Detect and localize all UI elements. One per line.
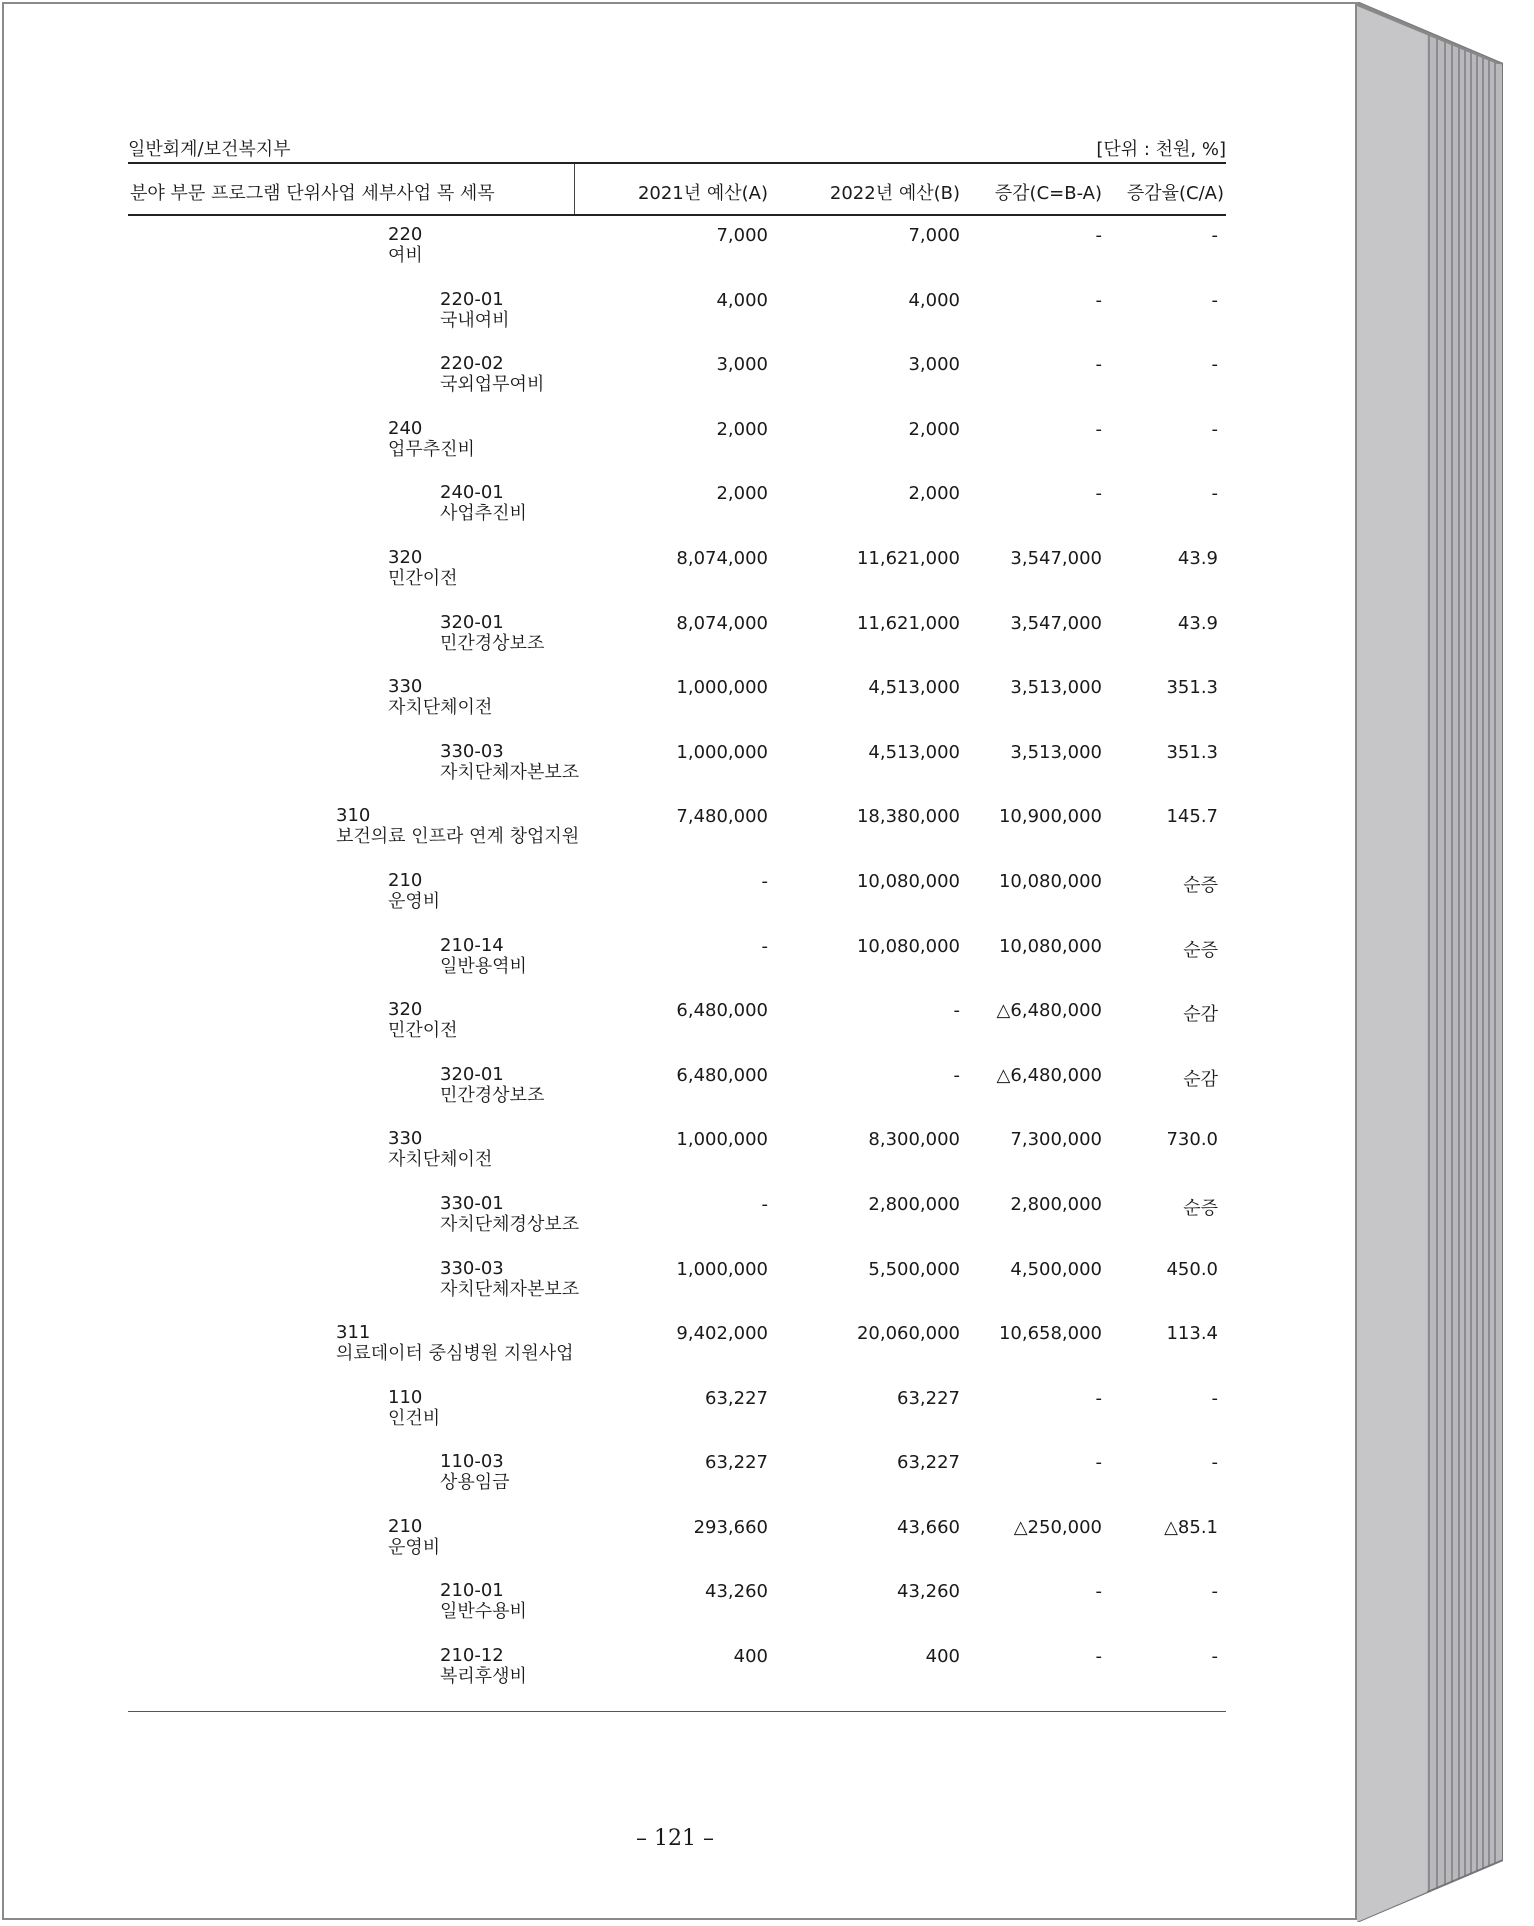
table-row (128, 991, 1226, 1056)
book-page-edges (1357, 2, 1503, 1922)
row-item-name: 자치단체이전 (388, 1149, 493, 1171)
cell-budget-2022: 7,000 (908, 225, 960, 246)
cell-budget-2022: 2,000 (908, 483, 960, 505)
cell-budget-2021: 400 (733, 1646, 768, 1668)
cell-budget-2022: 10,080,000 (856, 935, 960, 957)
row-label (336, 1322, 574, 1364)
table-row (128, 1120, 1226, 1185)
cell-budget-2022: 18,380,000 (856, 806, 960, 828)
unit-label: [단위 : 천원, %] (1096, 139, 1226, 160)
cell-change: 10,080,000 (998, 870, 1102, 892)
table-row (128, 797, 1226, 862)
cell-change-rate: 351.3 (1166, 677, 1218, 699)
row-item-name: 일반용역비 (440, 955, 527, 977)
cell-change: △6,480,000 (996, 1064, 1102, 1086)
cell-change-rate: 순증 (1183, 874, 1218, 896)
cell-budget-2022: 63,227 (897, 1387, 960, 1409)
row-item-name: 자치단체자본보조 (440, 1278, 580, 1300)
cell-change-rate: - (1211, 1581, 1218, 1603)
cell-change: 10,900,000 (998, 806, 1102, 828)
budget-table-body (128, 216, 1226, 1702)
cell-budget-2021: 7,000 (716, 225, 768, 246)
cell-change-rate: 순감 (1183, 1068, 1218, 1090)
cell-change-rate: - (1211, 1387, 1218, 1409)
cell-budget-2021: 6,480,000 (676, 1000, 768, 1022)
cell-change: - (1095, 225, 1102, 246)
table-row (128, 345, 1226, 410)
row-code: 240 (388, 417, 423, 439)
cell-budget-2022: 10,080,000 (856, 870, 960, 892)
row-label (440, 353, 544, 395)
cell-change: - (1095, 418, 1102, 440)
row-code: 320-01 (440, 611, 504, 633)
table-row (128, 1443, 1226, 1508)
table-row (128, 1250, 1226, 1315)
row-code: 320 (388, 999, 423, 1021)
cell-budget-2021: - (761, 870, 768, 892)
col-change-rate: 증감율(C/A) (1126, 183, 1224, 204)
table-row (128, 281, 1226, 346)
table-column-header (128, 164, 1226, 214)
row-code: 210-12 (440, 1645, 504, 1667)
row-item-name: 민간경상보조 (440, 1084, 545, 1106)
cell-budget-2021: 9,402,000 (676, 1323, 768, 1345)
row-code: 110-03 (440, 1451, 504, 1473)
cell-change: 10,658,000 (998, 1323, 1102, 1345)
cell-budget-2022: 4,513,000 (868, 677, 960, 699)
row-item-name: 복리후생비 (440, 1666, 527, 1688)
cell-change: - (1095, 1646, 1102, 1668)
row-code: 330-03 (440, 1257, 504, 1279)
row-code: 320-01 (440, 1063, 504, 1085)
cell-budget-2021: 3,000 (716, 354, 768, 376)
cell-change-rate: 145.7 (1166, 806, 1218, 828)
row-code: 320 (388, 546, 423, 568)
row-label (388, 1387, 440, 1429)
row-label (388, 870, 440, 912)
cell-change: - (1095, 483, 1102, 505)
row-label (440, 1645, 527, 1687)
table-bottom-rule (128, 1711, 1226, 1712)
row-code: 210-01 (440, 1580, 504, 1602)
cell-change: 3,547,000 (1010, 547, 1102, 569)
cell-change-rate: 450.0 (1166, 1258, 1218, 1280)
cell-budget-2021: 1,000,000 (676, 677, 768, 699)
col-category: 분야 부문 프로그램 단위사업 세부사업 목 세목 (130, 183, 495, 204)
table-row (128, 1314, 1226, 1379)
cell-change-rate: - (1211, 418, 1218, 440)
cell-budget-2021: 7,480,000 (676, 806, 768, 828)
row-label (388, 999, 458, 1041)
row-item-name: 여비 (388, 245, 423, 266)
cell-budget-2021: 2,000 (716, 483, 768, 505)
table-row (128, 862, 1226, 927)
row-label (440, 612, 544, 654)
cell-change: 3,547,000 (1010, 612, 1102, 634)
cell-budget-2022: - (953, 1000, 960, 1022)
col-budget-2022: 2022년 예산(B) (829, 183, 960, 204)
row-label (440, 1451, 510, 1493)
cell-budget-2022: 11,621,000 (856, 547, 960, 569)
cell-change: - (1095, 1581, 1102, 1603)
row-label (388, 418, 475, 460)
table-row (128, 668, 1226, 733)
row-item-name: 국외업무여비 (440, 374, 545, 396)
cell-budget-2022: 400 (925, 1646, 960, 1668)
cell-change-rate: - (1211, 289, 1218, 311)
row-code: 311 (336, 1322, 371, 1344)
cell-change-rate: - (1211, 225, 1218, 246)
col-change: 증감(C=B-A) (994, 183, 1102, 204)
row-label (388, 224, 423, 266)
table-row (128, 927, 1226, 992)
table-row (128, 733, 1226, 798)
row-code: 210 (388, 869, 423, 891)
cell-budget-2021: 63,227 (705, 1452, 768, 1474)
row-item-name: 업무추진비 (388, 438, 475, 460)
cell-budget-2021: - (761, 1193, 768, 1215)
page-number: – 121 – (636, 1826, 714, 1851)
row-code: 210-14 (440, 934, 504, 956)
row-item-name: 보건의료 인프라 연계 창업지원 (336, 826, 580, 848)
cell-budget-2021: 4,000 (716, 289, 768, 311)
col-budget-2021: 2021년 예산(A) (637, 183, 768, 204)
row-item-name: 자치단체이전 (388, 697, 493, 719)
row-item-name: 일반수용비 (440, 1601, 527, 1623)
cell-change-rate: 43.9 (1177, 547, 1218, 569)
row-item-name: 민간이전 (388, 1020, 458, 1042)
row-item-name: 사업추진비 (440, 503, 527, 525)
row-label (440, 289, 510, 331)
cell-budget-2021: 293,660 (693, 1516, 768, 1538)
cell-change: - (1095, 354, 1102, 376)
row-code: 330-03 (440, 740, 504, 762)
cell-change: △250,000 (1013, 1516, 1102, 1538)
cell-change-rate: 730.0 (1166, 1129, 1218, 1151)
cell-budget-2022: 5,500,000 (868, 1258, 960, 1280)
cell-budget-2022: 4,000 (908, 289, 960, 311)
cell-change-rate: - (1211, 354, 1218, 376)
cell-change: 3,513,000 (1010, 677, 1102, 699)
table-row (128, 1572, 1226, 1637)
row-code: 220-02 (440, 353, 504, 375)
table-row (128, 1056, 1226, 1121)
row-item-name: 운영비 (388, 890, 441, 912)
row-item-name: 민간경상보조 (440, 632, 545, 654)
cell-change: 2,800,000 (1010, 1193, 1102, 1215)
table-row (128, 539, 1226, 604)
cell-budget-2021: 43,260 (705, 1581, 768, 1603)
table-row (128, 1379, 1226, 1444)
row-item-name: 인건비 (388, 1407, 441, 1429)
cell-change-rate: - (1211, 1646, 1218, 1668)
cell-change: △6,480,000 (996, 1000, 1102, 1022)
cell-budget-2021: 6,480,000 (676, 1064, 768, 1086)
cell-budget-2022: 43,660 (897, 1516, 960, 1538)
account-title: 일반회계/보건복지부 (128, 139, 291, 160)
row-label (388, 676, 492, 718)
cell-budget-2022: 20,060,000 (856, 1323, 960, 1345)
row-item-name: 상용임금 (440, 1472, 510, 1494)
row-item-name: 국내여비 (440, 309, 510, 331)
cell-budget-2022: 43,260 (897, 1581, 960, 1603)
cell-change-rate: 351.3 (1166, 741, 1218, 763)
cell-change: 7,300,000 (1010, 1129, 1102, 1151)
row-code: 330 (388, 1128, 423, 1150)
table-row (128, 216, 1226, 281)
cell-change: - (1095, 1452, 1102, 1474)
cell-change-rate: 순증 (1183, 939, 1218, 961)
row-item-name: 운영비 (388, 1536, 441, 1558)
row-code: 310 (336, 805, 371, 827)
cell-budget-2021: 1,000,000 (676, 741, 768, 763)
row-label (440, 1064, 544, 1106)
cell-change: 4,500,000 (1010, 1258, 1102, 1280)
table-row (128, 1508, 1226, 1573)
row-label (388, 1516, 440, 1558)
table-row (128, 1637, 1226, 1702)
cell-budget-2021: - (761, 935, 768, 957)
cell-budget-2022: 8,300,000 (868, 1129, 960, 1151)
row-label (440, 741, 579, 783)
cell-budget-2022: 4,513,000 (868, 741, 960, 763)
table-row (128, 1185, 1226, 1250)
cell-budget-2021: 2,000 (716, 418, 768, 440)
cell-change: - (1095, 1387, 1102, 1409)
table-row (128, 410, 1226, 475)
row-code: 330-01 (440, 1192, 504, 1214)
cell-budget-2022: 3,000 (908, 354, 960, 376)
row-item-name: 자치단체자본보조 (440, 761, 580, 783)
cell-budget-2022: 63,227 (897, 1452, 960, 1474)
row-code: 110 (388, 1386, 423, 1408)
cell-change: 3,513,000 (1010, 741, 1102, 763)
row-code: 240-01 (440, 482, 504, 504)
row-code: 210 (388, 1515, 423, 1537)
row-item-name: 의료데이터 중심병원 지원사업 (336, 1343, 574, 1365)
page-header (128, 131, 1226, 161)
row-code: 330 (388, 676, 423, 698)
cell-budget-2021: 1,000,000 (676, 1258, 768, 1280)
header-divider (574, 164, 575, 214)
cell-change-rate: - (1211, 1452, 1218, 1474)
cell-budget-2021: 8,074,000 (676, 612, 768, 634)
row-label (440, 1580, 527, 1622)
cell-budget-2022: 2,000 (908, 418, 960, 440)
row-label (440, 482, 527, 524)
cell-change-rate: 순감 (1183, 1004, 1218, 1026)
row-label (388, 1128, 492, 1170)
cell-change-rate: 43.9 (1177, 612, 1218, 634)
row-label (440, 1193, 579, 1235)
cell-budget-2022: - (953, 1064, 960, 1086)
row-item-name: 자치단체경상보조 (440, 1213, 580, 1235)
cell-change-rate: 순증 (1183, 1197, 1218, 1219)
row-code: 220 (388, 224, 423, 245)
cell-change-rate: 113.4 (1166, 1323, 1218, 1345)
cell-change-rate: - (1211, 483, 1218, 505)
table-row (128, 604, 1226, 669)
cell-budget-2021: 8,074,000 (676, 547, 768, 569)
cell-change-rate: △85.1 (1164, 1516, 1218, 1538)
table-row (128, 474, 1226, 539)
row-label (440, 935, 527, 977)
row-label (440, 1258, 579, 1300)
cell-budget-2021: 1,000,000 (676, 1129, 768, 1151)
row-label (388, 547, 458, 589)
cell-change: 10,080,000 (998, 935, 1102, 957)
row-code: 220-01 (440, 288, 504, 310)
cell-change: - (1095, 289, 1102, 311)
cell-budget-2022: 2,800,000 (868, 1193, 960, 1215)
cell-budget-2022: 11,621,000 (856, 612, 960, 634)
cell-budget-2021: 63,227 (705, 1387, 768, 1409)
row-label (336, 805, 579, 847)
row-item-name: 민간이전 (388, 567, 458, 589)
